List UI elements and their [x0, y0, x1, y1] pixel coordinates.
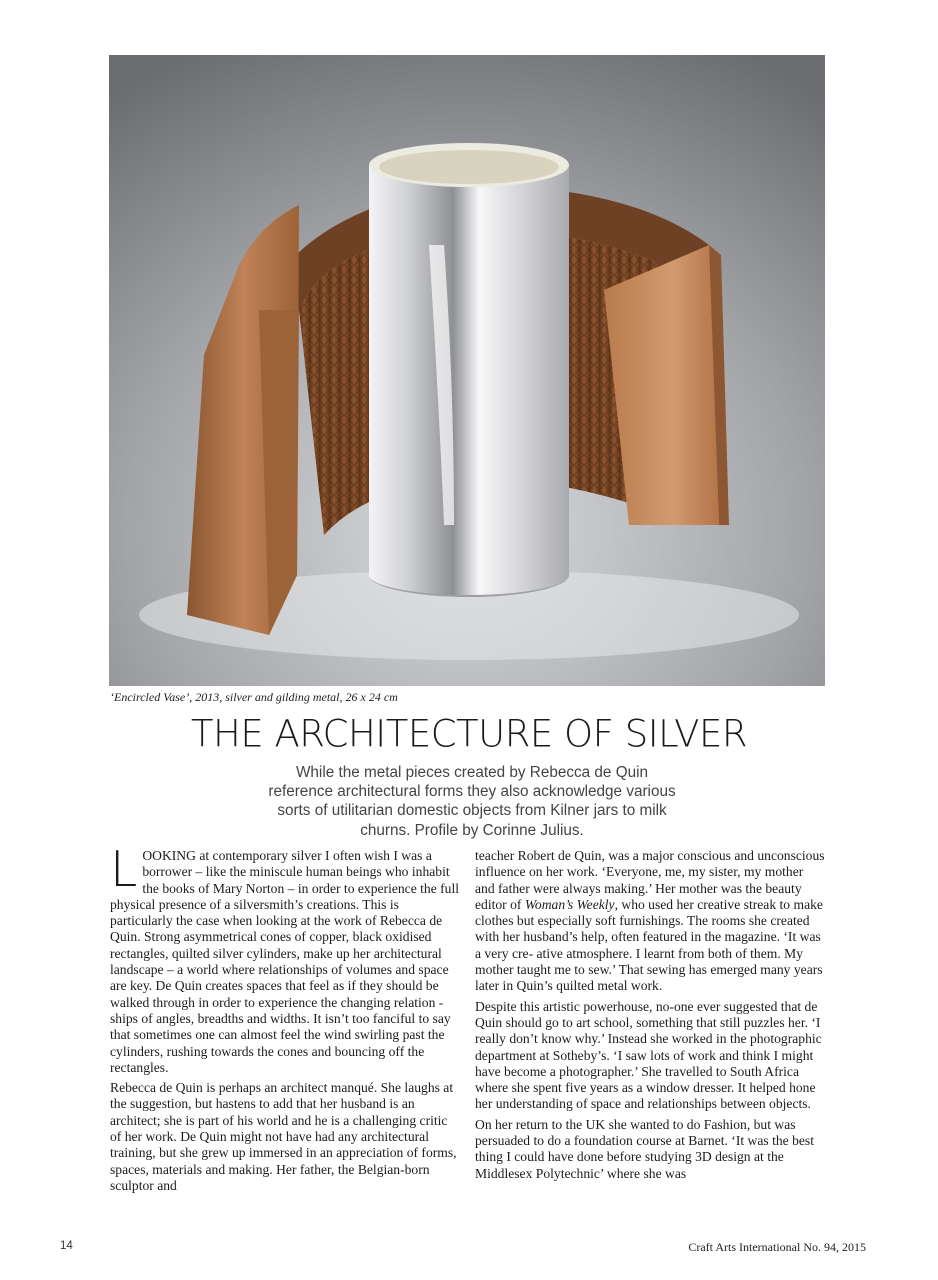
- article-headline: THE ARCHITECTURE OF SILVER: [190, 711, 748, 756]
- article-column-right: [475, 848, 825, 1186]
- publication-footer: Craft Arts International No. 94, 2015: [688, 1240, 866, 1254]
- featured-photo: [109, 55, 825, 686]
- page-number: 14: [60, 1240, 73, 1252]
- paragraph-text: OOKING at contemporary silver I often wish I was a borrower – like the miniscule human beings who inhabit the books of Mary Norton – in order to experience the full physical presence of a silversmith’s creations. This is particularly the case when looking at the work of Rebecca de Quin. Strong asymmetrical cones of copper, black oxidised rectangles, quilted silver cylinders, make up her architectural landscape – a world where relationships of volumes and space are key. De Quin creates spaces that feel as if they should be walked through in order to experience the changing relation - ships of angles, breadths and widths. It isn’t too fanciful to say that sometimes one can almost feel the wind swirling past the cylinders, rushing towards the cones and bouncing off the rectangles.: [110, 848, 460, 1075]
- article-paragraph: [110, 841, 460, 1076]
- article-paragraph: Despite this artistic powerhouse, no-one ever suggested that de Quin should go to art school, something that still puzzles her. ‘I really don’t know why.’ Instead she worked in the photographic department at Sotheby’s. ‘I saw lots of work and think I might have become a photographer.’ She travelled to South Africa where she spent five years as a window dresser. It helped hone her understanding of space and relationships between objects.: [475, 998, 822, 1112]
- article-paragraph: Rebecca de Quin is perhaps an architect manqué. She laughs at the suggestion, but hastens to add that her husband is an architect; she is part of his world and he is a challenging critic of her work. De Quin might not have had any architectural training, but she grew up immersed in an appreciation of forms, spaces, materials and making. Her father, the Belgian-born sculptor and: [110, 1080, 457, 1193]
- photo-caption: ‘Encircled Vase’, 2013, silver and gilding metal, 26 x 24 cm: [110, 690, 398, 704]
- article-standfirst: While the metal pieces created by Rebecca de Quin reference architectural forms they also acknowledge various sorts of utilitarian domestic objects from Kilner jars to milk churns. Profile by Corinne Julius.: [268, 764, 676, 839]
- paragraph-text: , who used her creative streak to make clothes but especially soft furnishings. The rooms she created with her husband’s help, often featured in the magazine. ‘It was a very cre- ative atmosphere. I learnt from both of them. My mother taught me to sew.’ That sewing has emerged many years later in Quin’s quilted metal work.: [475, 896, 823, 994]
- magazine-title: Woman’s Weekly: [524, 896, 615, 912]
- paragraph-text: teacher Robert de Quin, was a major conscious and unconscious influence on her work. ‘Everyone, me, my sister, my mother and father were always making.’ Her mother was the beauty editor of: [475, 848, 825, 912]
- encircled-vase-image: [109, 55, 825, 686]
- drop-cap: L: [110, 841, 138, 898]
- article-paragraph: On her return to the UK she wanted to do Fashion, but was persuaded to do a foundation course at Barnet. ‘It was the best thing I could have done before studying 3D design at the Middlesex Polytechnic’ where she was: [475, 1116, 814, 1181]
- article-paragraph: [475, 848, 825, 995]
- article-column-left: [110, 841, 460, 1198]
